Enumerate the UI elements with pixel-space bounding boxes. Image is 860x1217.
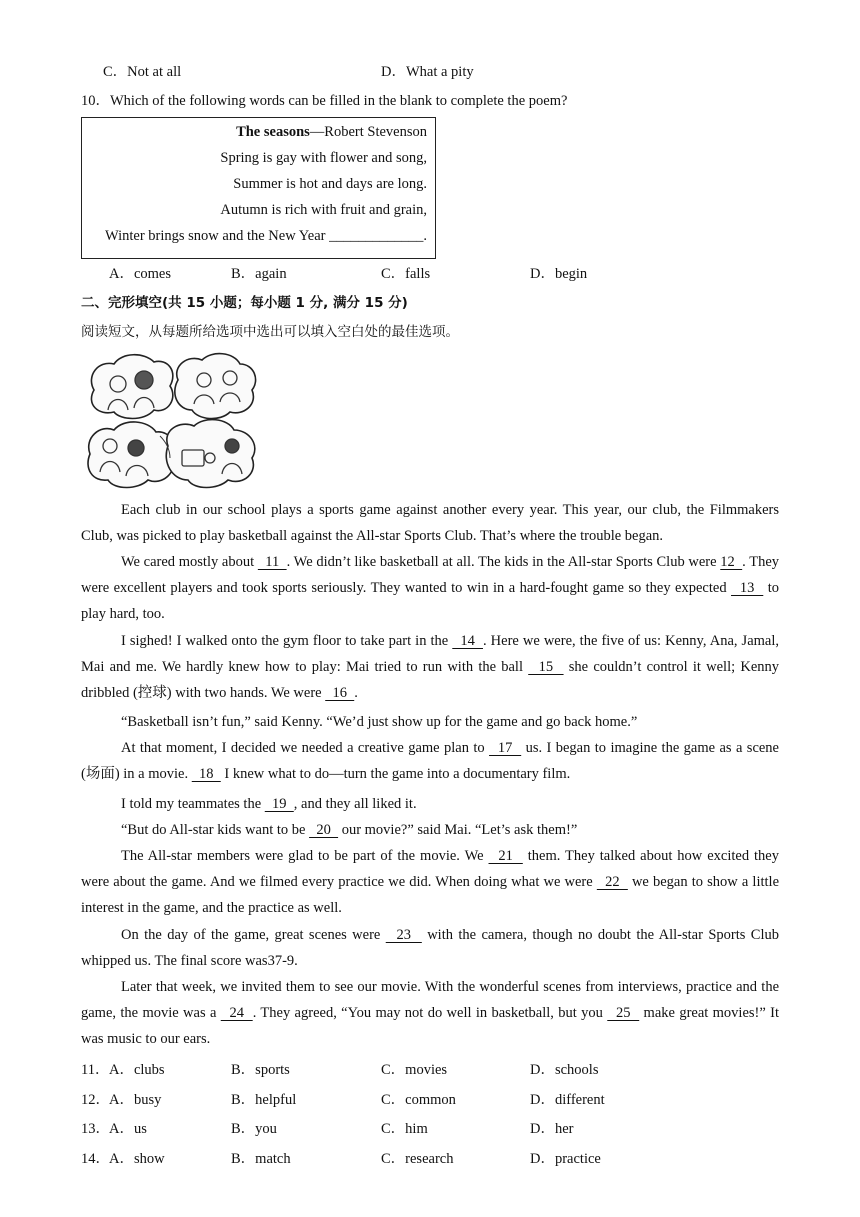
blank-17: 17 — [489, 740, 522, 756]
option-c: C．research — [381, 1151, 454, 1167]
passage-paragraph-3: I sighed! I walked onto the gym floor to take part in the 14 . Here we were, the five of us: Kenny, Ana, Jamal, Mai and me. We hardly knew how to play: Mai tried to run with the ball 15 she couldn’t control it well; Kenny dribbled (控球) with two hands. We were 16 . — [81, 633, 780, 701]
blank-19: 19 — [264, 796, 294, 812]
passage-paragraph-4: “Basketball isn’t fun,” said Kenny. “We’d just show up for the game and go back home.” — [121, 714, 638, 730]
question-number: 12． — [81, 1092, 110, 1108]
option-b: B．match — [231, 1151, 291, 1167]
blank-12: 12 — [720, 554, 743, 570]
blank-11: 11 — [257, 554, 287, 570]
poem-line-3: Autumn is rich with fruit and grain, — [220, 202, 427, 218]
club-illustration — [84, 350, 262, 492]
option-a: A．us — [109, 1121, 147, 1137]
blank-13: 13 — [731, 580, 764, 596]
q9-option-d: D．What a pity — [381, 64, 474, 80]
passage-paragraph-7: “But do All-star kids want to be 20 our movie?” said Mai. “Let’s ask them!” — [121, 822, 578, 838]
blank-21: 21 — [488, 848, 523, 864]
passage-paragraph-10: Later that week, we invited them to see our movie. With the wonderful scenes from interviews, practice and the game, the movie was a 24 . They agreed, “You may not do well in basketball, but you 25 make great movies!” It was music to our ears. — [81, 979, 780, 1047]
question-13 — [0, 1117, 860, 1137]
blank-20: 20 — [309, 822, 339, 838]
passage-paragraph-9: On the day of the game, great scenes were 23 with the camera, though no doubt the All-star Sports Club whipped us. The final score was37-9. — [81, 927, 779, 969]
option-c: C．common — [381, 1092, 456, 1108]
option-c: C．him — [381, 1121, 428, 1137]
q10-option-d: D．begin — [530, 266, 588, 282]
question-12 — [0, 1088, 860, 1108]
option-a: A．show — [109, 1151, 165, 1167]
option-a: A．clubs — [109, 1062, 165, 1078]
poem-title: The seasons — [236, 124, 310, 140]
section-title: 二、完形填空(共 15 小题；每小题 1 分, 满分 15 分) — [81, 295, 408, 311]
blank-18: 18 — [191, 766, 221, 782]
passage-paragraph-1: Each club in our school plays a sports game against another every year. This year, our club, the Filmmakers Club, was picked to play basketball against the All-star Sports Club. That’s where the trouble began. — [81, 502, 779, 544]
section-instruction: 阅读短文，从每题所给选项中选出可以填入空白处的最佳选项。 — [81, 324, 459, 340]
q9-options — [0, 60, 860, 80]
option-d: D．her — [530, 1121, 574, 1137]
blank-15: 15 — [528, 659, 564, 675]
poem-line-4: Winter brings snow and the New Year _____________. — [104, 228, 427, 244]
bubble-top-right — [175, 354, 256, 419]
poem-heading — [236, 124, 427, 141]
question-number: 14． — [81, 1151, 110, 1167]
option-c: C．movies — [381, 1062, 448, 1078]
question-number: 11． — [81, 1062, 110, 1078]
poem-line-1: Spring is gay with flower and song, — [220, 150, 427, 166]
passage-paragraph-5: At that moment, I decided we needed a creative game plan to 17 us. I began to imagine the game as a scene (场面) in a movie. 18 I knew what to do—turn the game into a documentary film. — [81, 740, 779, 782]
option-b: B．sports — [231, 1062, 290, 1078]
option-b: B．you — [231, 1121, 277, 1137]
q10-options — [0, 262, 860, 282]
poem-line-2: Summer is hot and days are long. — [233, 176, 427, 192]
blank-24: 24 — [220, 1005, 253, 1021]
passage-paragraph-8: The All-star members were glad to be part of the movie. We 21 them. They talked about how excited they were about the game. And we filmed every practice we did. When doing what we were 22 we began to show a little interest in the game, and the practice as well. — [81, 848, 780, 916]
bubble-top-left — [91, 355, 172, 419]
question-number: 13． — [81, 1121, 110, 1137]
q10-option-a: A．comes — [109, 266, 172, 282]
question-11 — [0, 1058, 860, 1078]
q10-option-b: B．again — [231, 266, 287, 282]
blank-25: 25 — [607, 1005, 640, 1021]
blank-14: 14 — [452, 633, 483, 649]
q10-stem: 10．Which of the following words can be filled in the blank to complete the poem? — [81, 93, 568, 109]
poem-author: —Robert Stevenson — [309, 124, 427, 140]
passage-paragraph-2: We cared mostly about 11 . We didn’t like basketball at all. The kids in the All-star Sports Club were 12 . They were excellent players and took sports seriously. They wanted to win in a hard-fought game so they expected 13 to play hard, too. — [81, 554, 780, 622]
blank-23: 23 — [385, 927, 422, 943]
blank-16: 16 — [325, 685, 355, 701]
poem-box — [81, 117, 436, 259]
option-d: D．practice — [530, 1151, 601, 1167]
passage-paragraph-6: I told my teammates the 19 , and they all liked it. — [121, 796, 417, 812]
option-b: B．helpful — [231, 1092, 297, 1108]
option-d: D．schools — [530, 1062, 599, 1078]
blank-22: 22 — [596, 874, 628, 890]
option-a: A．busy — [109, 1092, 162, 1108]
question-14 — [0, 1147, 860, 1167]
option-d: D．different — [530, 1092, 605, 1108]
q10-option-c: C．falls — [381, 266, 431, 282]
q9-option-c: C．Not at all — [103, 64, 182, 80]
